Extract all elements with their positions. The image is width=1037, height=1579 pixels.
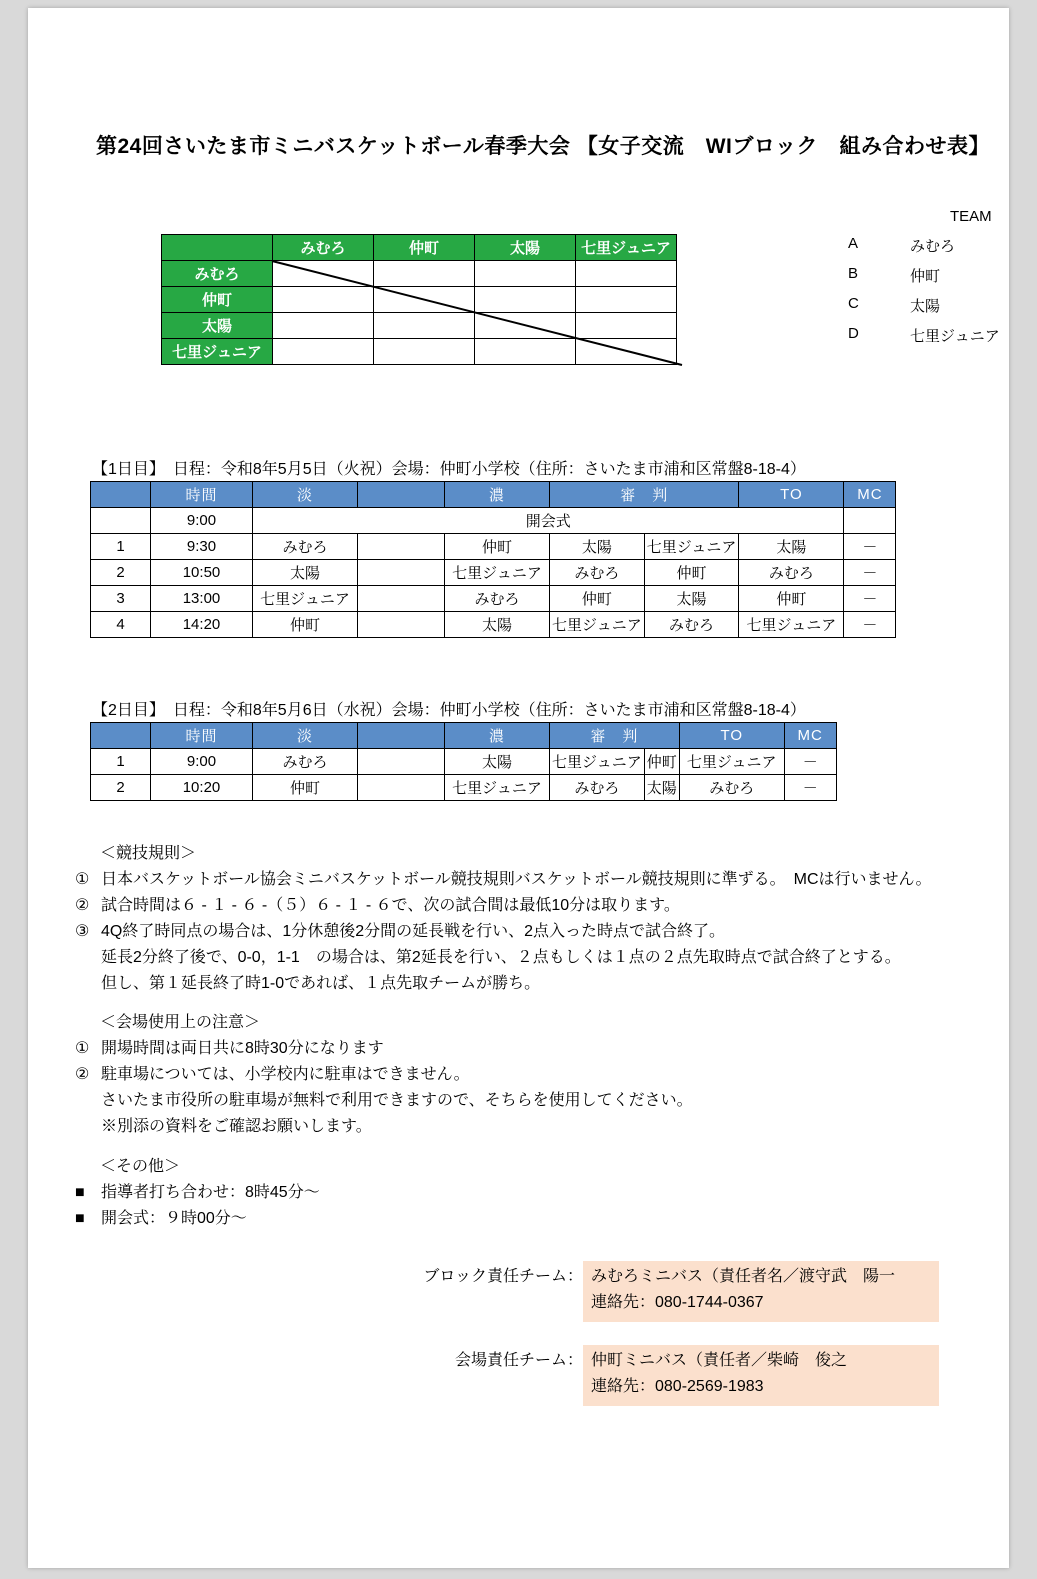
list-item	[75, 1062, 975, 1088]
rr-cell	[576, 261, 677, 287]
list-text: 試合時間は６ - １ - ６ -（５）６ - １ - ６で、次の試合間は最低10分は取ります。	[101, 896, 680, 914]
table-row	[162, 313, 677, 339]
cell-light: みむろ	[253, 534, 358, 560]
team-legend-name: 七里ジュニア	[910, 328, 1000, 345]
list-text: 開場時間は両日共に8時30分になります	[101, 1040, 384, 1058]
cell-light: 太陽	[253, 560, 358, 586]
col-header-dark: 濃	[445, 723, 550, 749]
day1-heading: 【1日目】 日程：令和8年5月5日（火祝）会場：仲町小学校（住所：さいたま市浦和区常盤8-18-4）	[92, 461, 806, 478]
rr-col-header: みむろ	[273, 235, 374, 261]
team-legend-title: TEAM	[950, 208, 992, 225]
list-marker: ②	[75, 1066, 90, 1084]
list-item	[848, 295, 1000, 316]
list-item	[75, 1180, 975, 1206]
cell-ref1: 太陽	[550, 534, 645, 560]
cell-time: 14:20	[151, 612, 253, 638]
cell-ref2: 仲町	[644, 560, 739, 586]
team-legend	[848, 208, 1000, 355]
rr-col-header: 太陽	[475, 235, 576, 261]
cell-mc: －	[784, 749, 836, 775]
team-legend-name: 太陽	[910, 298, 941, 315]
cell-time: 10:20	[151, 775, 253, 801]
cell-no: 2	[91, 775, 151, 801]
rr-cell	[374, 261, 475, 287]
cell-mc: －	[844, 612, 896, 638]
rr-row-header: 太陽	[162, 313, 273, 339]
cell-time: 9:00	[151, 508, 253, 534]
cell-to: みむろ	[679, 775, 784, 801]
cell-dark: 七里ジュニア	[445, 775, 550, 801]
list-item	[75, 1036, 975, 1062]
cell-time: 13:00	[151, 586, 253, 612]
cell-dark: 太陽	[445, 612, 550, 638]
cell-mc: －	[844, 534, 896, 560]
contact-phone: 連絡先：080-1744-0367	[591, 1294, 764, 1312]
col-header-light: 淡	[253, 723, 358, 749]
table-row	[91, 749, 837, 775]
rr-cell	[475, 287, 576, 313]
col-header-to: TO	[679, 723, 784, 749]
cell-light: 仲町	[253, 612, 358, 638]
cell-blank	[358, 612, 445, 638]
table-row	[91, 775, 837, 801]
col-header-time: 時間	[151, 482, 253, 508]
rr-cell	[475, 313, 576, 339]
cell-mc: －	[784, 775, 836, 801]
rr-cell	[273, 313, 374, 339]
team-legend-name: 仲町	[910, 268, 941, 285]
table-row	[162, 261, 677, 287]
cell-ref2: 七里ジュニア	[644, 534, 739, 560]
cell-blank	[358, 586, 445, 612]
team-legend-name: みむろ	[910, 238, 956, 255]
notes-section	[75, 841, 975, 1232]
contact-value	[583, 1261, 939, 1322]
round-robin-table	[161, 234, 677, 365]
cell-mc	[844, 508, 896, 534]
table-row	[162, 235, 677, 261]
venue-sub-line: さいたま市役所の駐車場が無料で利用できますので、そちらを使用してください。	[101, 1092, 693, 1110]
col-header-light: 淡	[253, 482, 358, 508]
contact-team: みむろミニバス（責任者名／渡守武 陽一	[591, 1268, 896, 1285]
rr-cell	[576, 339, 677, 365]
team-legend-key: D	[848, 325, 859, 342]
col-header-no	[91, 723, 151, 749]
table-header-row	[91, 723, 837, 749]
cell-ref2: 太陽	[644, 586, 739, 612]
cell-to: みむろ	[739, 560, 844, 586]
cell-ref1: みむろ	[550, 560, 645, 586]
cell-light: みむろ	[253, 749, 358, 775]
rules-sub-line: 延長2分終了後で、0-0，1-1 の場合は、第2延長を行い、２点もしくは１点の２点先取時点で試合終了とする。	[101, 948, 901, 966]
col-header-referee: 審 判	[550, 482, 739, 508]
cell-ref1: 仲町	[550, 586, 645, 612]
list-item	[848, 325, 1000, 346]
venue-sub-line: ※別添の資料をご確認お願いします。	[101, 1118, 372, 1136]
cell-opening-ceremony: 開会式	[253, 508, 844, 534]
team-legend-key: C	[848, 295, 859, 312]
list-marker: ■	[75, 1183, 85, 1201]
contact-team: 仲町ミニバス（責任者／柴崎 俊之	[591, 1352, 848, 1369]
rr-cell	[576, 313, 677, 339]
table-header-row	[91, 482, 896, 508]
team-legend-key: A	[848, 235, 859, 252]
table-row	[91, 612, 896, 638]
venue-title: ＜会場使用上の注意＞	[100, 1014, 261, 1032]
rules-sub-line: 但し、第１延長終了時1-0であれば、１点先取チームが勝ち。	[101, 974, 541, 992]
table-row	[91, 586, 896, 612]
rules-title: ＜競技規則＞	[100, 845, 197, 862]
rr-cell	[273, 339, 374, 365]
col-header-to: TO	[739, 482, 844, 508]
cell-mc: －	[844, 586, 896, 612]
list-marker: ③	[75, 922, 90, 940]
cell-light: 仲町	[253, 775, 358, 801]
rr-row-header: みむろ	[162, 261, 273, 287]
list-item	[75, 893, 975, 919]
table-row	[162, 339, 677, 365]
cell-blank	[358, 560, 445, 586]
cell-no: 2	[91, 560, 151, 586]
block-manager-contact	[420, 1261, 939, 1322]
contact-label: ブロック責任チーム：	[423, 1268, 583, 1285]
cell-ref2: 太陽	[644, 775, 679, 801]
list-item	[75, 919, 975, 945]
list-text: 開会式：９時00分～	[101, 1209, 247, 1227]
col-header-referee: 審 判	[550, 723, 680, 749]
cell-no: 1	[91, 749, 151, 775]
other-title: ＜その他＞	[100, 1157, 181, 1175]
day2-schedule-table	[90, 722, 837, 801]
rr-cell	[273, 287, 374, 313]
cell-dark: 七里ジュニア	[445, 560, 550, 586]
list-marker: ②	[75, 896, 90, 914]
cell-dark: 太陽	[445, 749, 550, 775]
cell-to: 仲町	[739, 586, 844, 612]
list-marker: ■	[75, 1209, 85, 1227]
list-item	[75, 1206, 975, 1232]
cell-ref1: 七里ジュニア	[550, 749, 645, 775]
cell-blank	[358, 749, 445, 775]
rr-col-header: 仲町	[374, 235, 475, 261]
list-item	[848, 235, 1000, 256]
cell-mc: －	[844, 560, 896, 586]
cell-ref1: 七里ジュニア	[550, 612, 645, 638]
venue-manager-contact	[420, 1345, 939, 1406]
col-header-mc: MC	[844, 482, 896, 508]
list-marker: ①	[75, 1040, 90, 1058]
cell-dark: みむろ	[445, 586, 550, 612]
cell-no	[91, 508, 151, 534]
col-header-no	[91, 482, 151, 508]
cell-time: 10:50	[151, 560, 253, 586]
cell-light: 七里ジュニア	[253, 586, 358, 612]
cell-blank	[358, 534, 445, 560]
cell-ref1: みむろ	[550, 775, 645, 801]
contact-label: 会場責任チーム：	[454, 1352, 583, 1369]
list-marker: ①	[75, 870, 90, 888]
cell-to: 太陽	[739, 534, 844, 560]
day1-schedule-table	[90, 481, 896, 638]
list-item	[848, 265, 1000, 286]
list-item	[75, 867, 975, 893]
table-row	[91, 560, 896, 586]
document-page	[28, 8, 1009, 1568]
cell-ref2: みむろ	[644, 612, 739, 638]
list-text: 4Q終了時同点の場合は、1分休憩後2分間の延長戦を行い、2点入った時点で試合終了。	[101, 922, 726, 940]
col-header-blank	[358, 482, 445, 508]
col-header-mc: MC	[784, 723, 836, 749]
cell-ref2: 仲町	[644, 749, 679, 775]
rr-cell	[475, 261, 576, 287]
cell-no: 4	[91, 612, 151, 638]
cell-to: 七里ジュニア	[679, 749, 784, 775]
list-text: 日本バスケットボール協会ミニバスケットボール競技規則バスケットボール競技規則に準ずる。 MCは行いません。	[101, 870, 932, 888]
cell-dark: 仲町	[445, 534, 550, 560]
cell-no: 1	[91, 534, 151, 560]
contact-value	[583, 1345, 939, 1406]
rr-row-header: 七里ジュニア	[162, 339, 273, 365]
cell-blank	[358, 775, 445, 801]
table-row	[91, 508, 896, 534]
cell-time: 9:30	[151, 534, 253, 560]
rr-corner-cell	[162, 235, 273, 261]
day2-heading: 【2日目】 日程：令和8年5月6日（水祝）会場：仲町小学校（住所：さいたま市浦和区常盤8-18-4）	[92, 702, 806, 719]
col-header-dark: 濃	[445, 482, 550, 508]
rr-cell	[374, 339, 475, 365]
rr-cell	[374, 313, 475, 339]
rr-cell	[273, 261, 374, 287]
list-text: 指導者打ち合わせ：8時45分～	[101, 1183, 320, 1201]
rr-col-header: 七里ジュニア	[576, 235, 677, 261]
list-text: 駐車場については、小学校内に駐車はできません。	[101, 1066, 470, 1084]
team-legend-key: B	[848, 265, 859, 282]
col-header-blank	[358, 723, 445, 749]
table-row	[91, 534, 896, 560]
rr-row-header: 仲町	[162, 287, 273, 313]
cell-time: 9:00	[151, 749, 253, 775]
col-header-time: 時間	[151, 723, 253, 749]
page-title: 第24回さいたま市ミニバスケットボール春季大会 【女子交流 WIブロック 組み合わせ表】	[96, 135, 990, 158]
cell-to: 七里ジュニア	[739, 612, 844, 638]
table-row	[162, 287, 677, 313]
rr-cell	[374, 287, 475, 313]
rr-cell	[475, 339, 576, 365]
contact-phone: 連絡先：080-2569-1983	[591, 1378, 764, 1396]
cell-no: 3	[91, 586, 151, 612]
rr-cell	[576, 287, 677, 313]
